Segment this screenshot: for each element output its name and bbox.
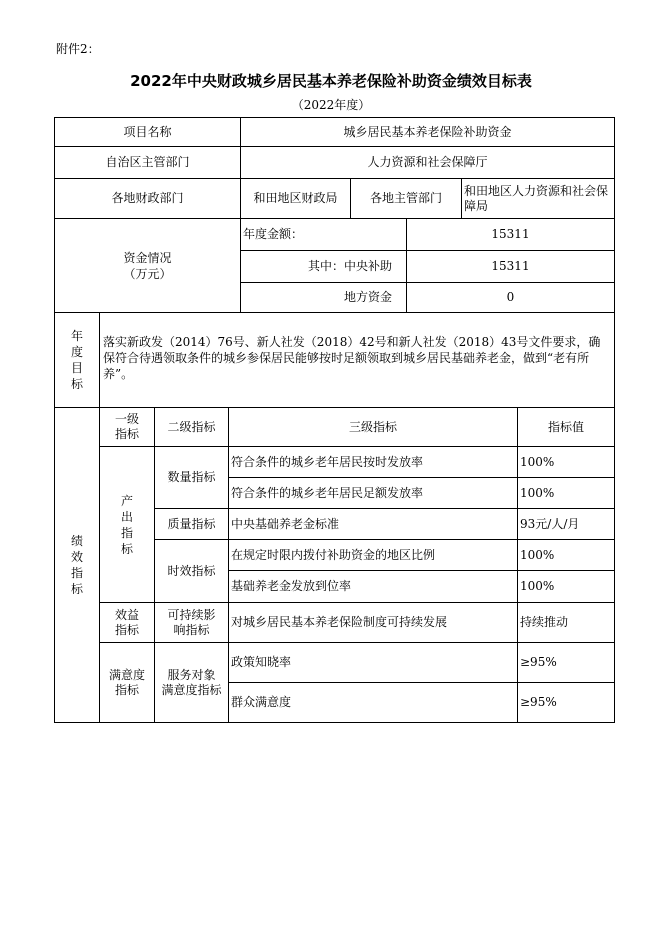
indicator-value: ≥95%	[520, 655, 557, 669]
indicator-value: ≥95%	[520, 695, 557, 709]
benefit-indicator-label: 效益 指标	[114, 607, 139, 637]
output-char: 出	[120, 509, 133, 524]
local-finance-label: 各地财政部门	[111, 191, 184, 205]
region-dept-label: 自治区主管部门	[105, 155, 190, 169]
output-char: 产	[120, 493, 133, 508]
annual-goal-char: 度	[70, 345, 83, 359]
central-subsidy-value: 15311	[491, 259, 530, 273]
region-dept-value: 人力资源和社会保障厅	[367, 155, 488, 169]
indicator-value: 持续推动	[520, 615, 569, 629]
indicator-name: 对城乡居民基本养老保险制度可持续发展	[231, 615, 448, 629]
indicator-name: 群众满意度	[231, 695, 292, 709]
header-level3: 三级指标	[348, 419, 397, 434]
annual-goal-char: 标	[70, 377, 83, 391]
sustainability-indicator-label: 可持续影 响指标	[167, 607, 216, 637]
funding-label	[55, 219, 240, 312]
performance-indicators-label	[55, 408, 99, 722]
attachment-label: 附件2：	[56, 42, 100, 56]
annual-amount-label: 年度金额：	[243, 227, 304, 241]
central-subsidy-label: 其中：中央补助	[307, 259, 392, 273]
indicator-name: 中央基础养老金标准	[231, 516, 340, 531]
indicator-value: 100%	[520, 454, 555, 469]
local-dept-label: 各地主管部门	[369, 191, 442, 205]
funding-label-line2: （万元）	[123, 266, 172, 281]
local-funds-value: 0	[506, 290, 515, 304]
indicator-name: 符合条件的城乡老年居民按时发放率	[231, 454, 424, 469]
local-dept-value: 和田地区人力资源和社会保障局	[464, 183, 609, 213]
output-indicator-label	[100, 447, 154, 602]
section-char: 标	[70, 582, 83, 596]
indicator-name: 符合条件的城乡老年居民足额发放率	[231, 485, 424, 500]
indicator-value: 100%	[520, 579, 555, 593]
year-note: （2022年度）	[291, 98, 371, 112]
page-title: 2022年中央财政城乡居民基本养老保险补助资金绩效目标表	[130, 72, 532, 90]
indicator-value: 100%	[520, 547, 555, 562]
header-level1: 一级 指标	[114, 412, 139, 441]
output-char: 指	[120, 525, 133, 540]
annual-goal-text: 落实新政发（2014）76号、新人社发（2018）42号和新人社发（2018）43号文件要求，确保符合待遇领取条件的城乡参保居民能够按时足额领取到城乡居民基础养老金，做到“老有所养”。	[103, 335, 601, 381]
quality-indicator-label: 质量指标	[167, 516, 216, 531]
local-finance-value: 和田地区财政局	[253, 191, 338, 205]
indicator-value: 93元/人/月	[520, 516, 580, 531]
indicator-name: 在规定时限内拨付补助资金的地区比例	[231, 547, 436, 562]
local-funds-label: 地方资金	[343, 290, 392, 304]
header-level2: 二级指标	[167, 419, 216, 434]
section-char: 绩	[70, 534, 83, 548]
project-name-label: 项目名称	[123, 124, 172, 139]
indicator-name: 基础养老金发放到位率	[231, 579, 352, 593]
satisfaction-indicator-label: 满意度 指标	[108, 667, 145, 697]
section-char: 指	[70, 566, 83, 580]
funding-label-line1: 资金情况	[123, 250, 172, 265]
annual-amount-value: 15311	[491, 227, 530, 241]
annual-goal-label	[55, 313, 99, 407]
indicator-name: 政策知晓率	[231, 655, 292, 669]
project-name-value: 城乡居民基本养老保险补助资金	[343, 124, 512, 139]
indicator-value: 100%	[520, 485, 555, 500]
header-value: 指标值	[547, 419, 584, 434]
timeliness-indicator-label: 时效指标	[167, 563, 216, 578]
section-char: 效	[70, 550, 83, 564]
output-char: 标	[120, 541, 133, 556]
annual-goal-char: 目	[70, 361, 83, 375]
service-satisfaction-label: 服务对象 满意度指标	[161, 667, 222, 697]
annual-goal-char: 年	[70, 329, 83, 343]
quantity-indicator-label: 数量指标	[167, 470, 216, 484]
